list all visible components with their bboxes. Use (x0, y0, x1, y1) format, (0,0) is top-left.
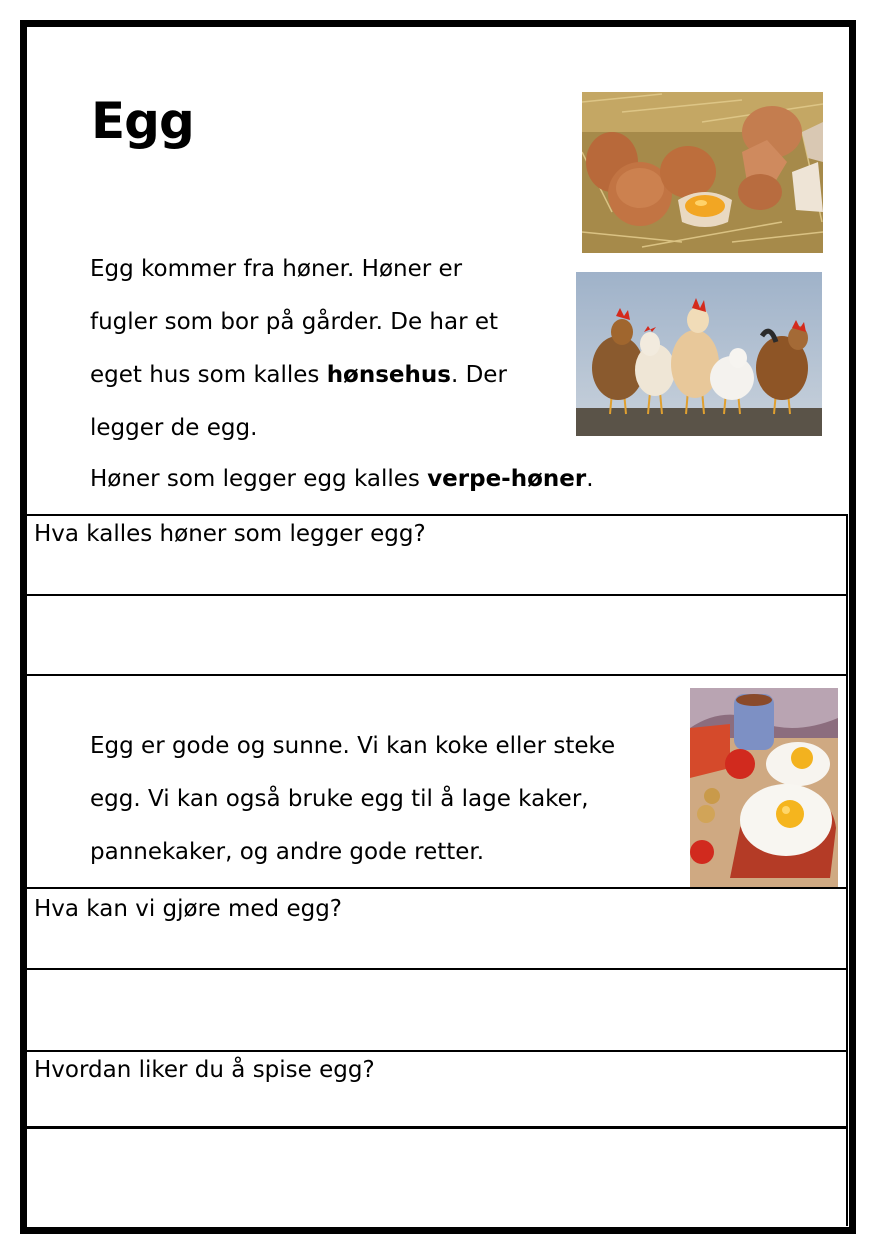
divider-line (27, 887, 847, 889)
second-line-3: pannekaker, og andre gode retter. (90, 839, 485, 865)
bold-term-verpe-honer: verpe-høner (427, 466, 587, 492)
right-inner-border (846, 514, 848, 1226)
question-3: Hvordan liker du å spise egg? (34, 1057, 375, 1083)
intro-line-3 (90, 349, 560, 402)
intro-line-5-start: Høner som legger egg kalles (90, 466, 428, 492)
answer-field-1[interactable] (27, 596, 847, 674)
intro-line-1: Egg kommer fra høner. Høner er (90, 256, 463, 282)
bold-term-honsehus: hønsehus (326, 362, 451, 388)
question-1: Hva kalles høner som legger egg? (34, 521, 426, 547)
intro-line-5 (90, 453, 790, 506)
fried-eggs-photo (690, 688, 838, 888)
divider-line (27, 514, 847, 516)
intro-line-3-end: . Der (450, 362, 507, 388)
second-paragraph (90, 720, 690, 879)
intro-line-4: legger de egg. (90, 415, 258, 441)
hens-photo (576, 272, 822, 436)
second-line-2: egg. Vi kan også bruke egg til å lage kaker, (90, 786, 589, 812)
second-line-1: Egg er gode og sunne. Vi kan koke eller steke (90, 733, 616, 759)
question-2: Hva kan vi gjøre med egg? (34, 896, 343, 922)
divider-line (27, 1050, 847, 1052)
answer-field-3[interactable] (27, 1129, 847, 1227)
divider-line (27, 674, 847, 676)
answer-field-2[interactable] (27, 970, 847, 1050)
eggs-in-straw-photo (582, 92, 823, 253)
intro-line-5-end: . (586, 466, 594, 492)
intro-line-3-start: eget hus som kalles (90, 362, 327, 388)
page-title: Egg (91, 92, 194, 150)
intro-paragraph (90, 243, 560, 455)
intro-line-2: fugler som bor på gårder. De har et (90, 309, 499, 335)
